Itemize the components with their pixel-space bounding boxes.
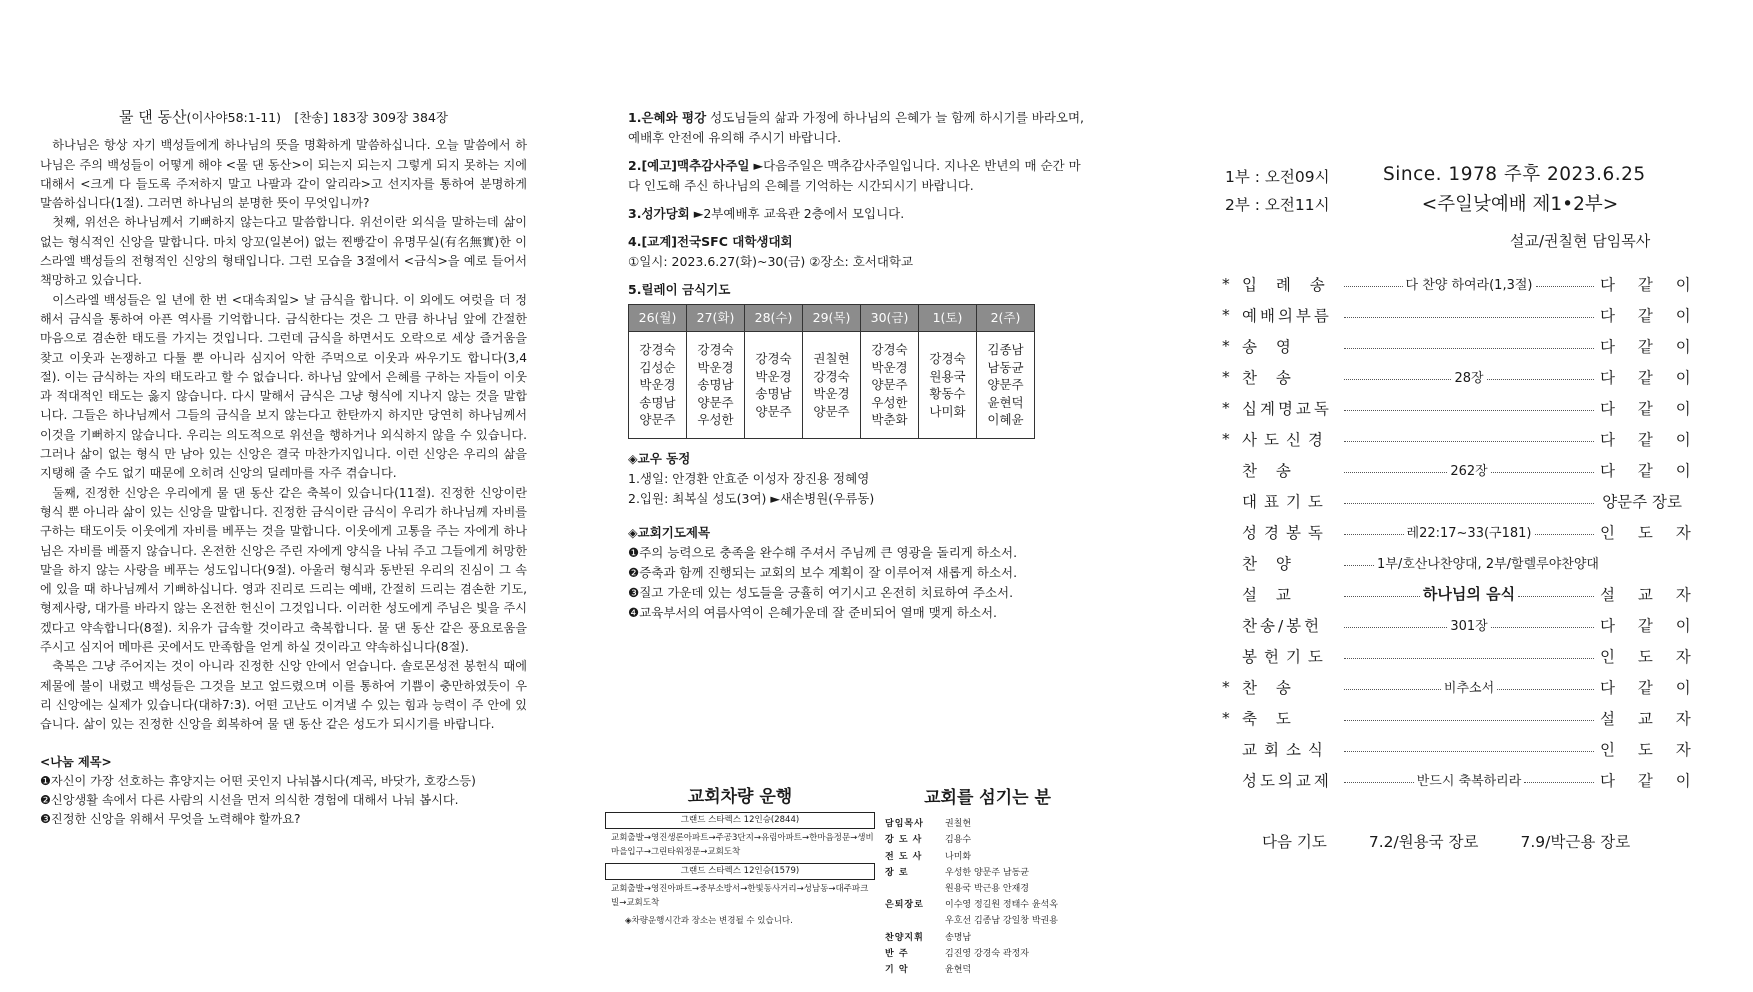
server-row <box>885 913 1090 929</box>
order-item-name: 찬 양 <box>1242 554 1298 573</box>
relay-day-header: 1(토) <box>919 305 977 332</box>
order-item-detail <box>1344 498 1594 504</box>
order-item-detail <box>1344 615 1594 634</box>
relay-day-header: 26(월) <box>629 305 687 332</box>
server-row <box>885 816 1090 832</box>
order-row <box>1222 268 1700 299</box>
order-item-leader: 다 같 이 <box>1600 368 1700 387</box>
vehicle-car-1: 그랜드 스타렉스 12인승(2844) <box>605 812 875 829</box>
announcement-item <box>628 204 1088 224</box>
relay-prayer-table <box>628 304 1035 439</box>
server-role: 담임목사 <box>885 819 924 830</box>
vehicle-route-1: 교회출발→영진생론아파트→주공3단지→유림아파트→한마음정문→생비마을입구→그린타워정문→교회도착 <box>611 833 874 857</box>
order-row <box>1222 392 1700 423</box>
order-item-value: 반드시 축복하리라 <box>1416 774 1522 789</box>
order-item-detail <box>1344 460 1594 479</box>
vehicle-title: 교회차량 운행 <box>687 787 793 807</box>
relay-name: 권칠현 <box>813 351 850 366</box>
stand-marker: * <box>1222 367 1230 386</box>
sharing-question: ❶자신이 가장 선호하는 휴양지는 어떤 곳인지 나눠봅시다(계곡, 바닷가, 호캉스등) <box>40 773 476 788</box>
sermon-paragraph: 첫째, 위선은 하나님께서 기뻐하지 않는다고 말씀합니다. 위선이란 외식을 말하는데 삶이 없는 형식적인 신앙을 말합니다. 마치 앙꼬(일본어) 없는 찐빵같이 유명무실(有名無實)한 이스라엘 백성들의 전형적인 신앙의 형태입니다. 그런 모습을 3절에서 <금식>을 예로 들어서 책망하고 있습니다. <box>40 215 527 288</box>
stand-marker: * <box>1222 708 1230 727</box>
server-role <box>885 881 945 897</box>
sermon-section <box>40 108 527 830</box>
church-prayer-item: ❹교육부서의 여름사역이 은혜가운데 잘 준비되어 열매 맺게 하소서. <box>628 605 998 620</box>
relay-day-names <box>919 332 977 439</box>
order-item-detail <box>1344 436 1594 442</box>
service-time-1: 1부 : 오전09시 <box>1225 168 1330 186</box>
relay-name: 강경숙 <box>639 342 676 358</box>
server-names: 김용수 <box>945 835 972 846</box>
server-names: 우성한 양문주 남동균 <box>945 867 1029 878</box>
preacher: 설교/권칠현 담임목사 <box>1510 232 1651 250</box>
order-item-value: 레22:17~33(구181) <box>1406 526 1532 541</box>
next-prayer <box>1262 830 1630 852</box>
order-of-worship <box>1222 268 1700 795</box>
order-item-name: 입 례 송 <box>1242 275 1332 294</box>
relay-name: 김성순 <box>639 359 676 375</box>
sharing-question: ❷신앙생활 속에서 다른 사람의 시선을 먼저 의식한 경험에 대해서 나눠 봅시다. <box>40 793 459 808</box>
server-names: 이수영 정길원 정태수 윤석옥 <box>945 900 1058 911</box>
order-item-name: 찬 송 <box>1242 461 1298 480</box>
order-row <box>1222 330 1700 361</box>
order-row <box>1222 516 1700 547</box>
server-names: 원용국 박근용 안재경 <box>945 884 1029 895</box>
server-row <box>885 881 1090 897</box>
server-names: 권칠현 <box>945 819 972 830</box>
server-row <box>885 962 1090 978</box>
server-row <box>885 832 1090 848</box>
relay-name: 양문주 <box>871 377 908 393</box>
order-item-name: 찬송/봉헌 <box>1242 616 1323 635</box>
order-item-name: 성도의교제 <box>1242 771 1332 790</box>
server-row <box>885 849 1090 865</box>
server-role: 기 악 <box>885 965 909 976</box>
service-name: <주일낮예배 제1•2부> <box>1421 194 1619 215</box>
relay-name: 박운경 <box>813 386 850 401</box>
order-item-leader: 다 같 이 <box>1600 616 1700 635</box>
order-item-leader: 설 교 자 <box>1600 585 1700 604</box>
order-item-detail <box>1344 746 1594 752</box>
order-item-leader: 다 같 이 <box>1600 337 1700 356</box>
order-item-leader: 다 같 이 <box>1600 306 1700 325</box>
announcement-text: ►2부예배후 교육관 2층에서 모입니다. <box>689 206 905 221</box>
service-times <box>1225 163 1330 219</box>
relay-name: 박운경 <box>639 377 676 393</box>
relay-name: 양문주 <box>987 377 1024 393</box>
relay-name: 박춘화 <box>871 412 908 428</box>
order-item-leader: 다 같 이 <box>1600 430 1700 449</box>
server-row <box>885 946 1090 962</box>
vehicle-car-2: 그랜드 스타렉스 12인승(1579) <box>605 863 875 880</box>
order-item-value: 하나님의 음식 <box>1422 585 1516 603</box>
order-row <box>1222 423 1700 454</box>
announcement-text: ①일시: 2023.6.27(화)~30(금) ②장소: 호서대학교 <box>628 254 914 269</box>
service-time-2: 2부 : 오전11시 <box>1225 196 1330 214</box>
order-item-value: 1부/호산나찬양대, 2부/할렐루야찬양대 <box>1377 557 1599 572</box>
relay-name: 윤현덕 <box>987 394 1024 410</box>
stand-marker: * <box>1222 429 1230 448</box>
members-news-title: ◈교우 동정 <box>628 451 691 466</box>
relay-name: 강경숙 <box>929 351 966 366</box>
vehicle-route-2: 교회출발→영진아파트→중부소방서→한빛동사거리→성남동→대주파크빌→교회도착 <box>611 884 869 908</box>
relay-name: 송명남 <box>755 386 792 401</box>
order-item-detail <box>1344 583 1594 604</box>
relay-prayer-title: 5.릴레이 금식기도 <box>628 282 731 297</box>
announcement-item <box>628 232 1088 272</box>
church-prayer-item: ❷증축과 함께 진행되는 교회의 보수 계획이 잘 이루어져 새롭게 하소서. <box>628 565 1018 580</box>
order-item-detail <box>1344 677 1594 696</box>
stand-marker: * <box>1222 677 1230 696</box>
order-item-detail <box>1344 653 1594 659</box>
sermon-title-text: 물 댄 동산 <box>119 108 187 126</box>
announcement-item <box>628 108 1088 148</box>
order-item-leader: 다 같 이 <box>1600 399 1700 418</box>
relay-name: 송명남 <box>639 394 676 410</box>
order-item-leader: 양문주 장로 <box>1602 492 1682 511</box>
order-item-leader: 다 같 이 <box>1600 678 1700 697</box>
announcement-heading: 4.[교계]전국SFC 대학생대회 <box>628 234 793 249</box>
sharing-title: <나눔 제목> <box>40 754 112 769</box>
relay-day-header: 27(화) <box>687 305 745 332</box>
relay-day-header: 30(금) <box>861 305 919 332</box>
church-prayer-title: ◈교회기도제목 <box>628 525 711 540</box>
order-item-detail <box>1344 367 1594 386</box>
vehicle-section <box>605 787 875 932</box>
server-names: 김진영 강경숙 곽정자 <box>945 948 1029 959</box>
order-item-name: 찬 송 <box>1242 368 1298 387</box>
order-item-name: 설 교 <box>1242 585 1298 604</box>
order-row <box>1222 609 1700 640</box>
sermon-reference: (이사야58:1-11) <box>186 110 281 125</box>
relay-name: 강경숙 <box>755 351 792 366</box>
relay-day-names <box>745 332 803 439</box>
order-item-detail <box>1344 770 1594 789</box>
sermon-hymns: [찬송] 183장 309장 384장 <box>294 110 448 125</box>
next-prayer-2: 7.9/박근용 장로 <box>1520 833 1631 851</box>
relay-name: 박운경 <box>871 359 908 375</box>
order-item-name: 찬 송 <box>1242 678 1298 697</box>
stand-marker: * <box>1222 336 1230 355</box>
relay-day-names <box>861 332 919 439</box>
relay-day-names <box>629 332 687 439</box>
order-item-value: 28장 <box>1454 371 1484 386</box>
relay-day-names <box>803 332 861 439</box>
relay-name: 우성한 <box>871 394 908 410</box>
server-names: 나미화 <box>945 851 972 862</box>
order-item-name: 교회소식 <box>1242 740 1330 759</box>
server-row <box>885 865 1090 881</box>
order-item-name: 대표기도 <box>1242 492 1330 511</box>
relay-day-names <box>687 332 745 439</box>
server-row <box>885 897 1090 913</box>
announcement-heading: 1.은혜와 평강 <box>628 110 707 125</box>
stand-marker: * <box>1222 305 1230 324</box>
relay-day-header: 2(주) <box>977 305 1035 332</box>
order-item-name: 봉헌기도 <box>1242 647 1330 666</box>
order-row <box>1222 361 1700 392</box>
relay-name: 원용국 <box>929 368 966 384</box>
relay-name: 양문주 <box>697 394 734 410</box>
since-date: Since. 1978 주후 2023.6.25 <box>1383 164 1646 185</box>
announcement-heading: 3.성가당회 <box>628 206 690 221</box>
relay-name: 나미화 <box>929 403 966 419</box>
order-item-detail <box>1344 715 1594 721</box>
stand-marker: * <box>1222 398 1230 417</box>
church-prayer-item: ❶주의 능력으로 충족을 완수해 주셔서 주님께 큰 영광을 돌리게 하소서. <box>628 545 1018 560</box>
relay-name: 우성한 <box>697 412 734 428</box>
relay-name: 김종남 <box>987 342 1024 358</box>
order-item-value: 262장 <box>1450 464 1488 479</box>
server-names: 우호선 김종남 강일창 박권용 <box>945 916 1058 927</box>
relay-name: 박운경 <box>755 368 792 384</box>
relay-day-names <box>977 332 1035 439</box>
order-item-leader: 다 같 이 <box>1600 275 1700 294</box>
announcement-item <box>628 156 1088 196</box>
order-item-detail <box>1344 312 1594 318</box>
sermon-paragraph: 축복은 그냥 주어지는 것이 아니라 진정한 신앙 안에서 얻습니다. 솔로몬성전 봉헌식 때에 제물에 불이 내렸고 백성들은 그것을 보고 엎드렸으며 이를 통하여 기쁨이 충만하였듯이 우리 신앙에는 실제가 있습니다(대하7:3). 어떤 고난도 이겨낼 수 있는 힘과 능력이 주 안에 있습니다. 삶이 있는 진정한 신앙을 회복하여 물 댄 동산 같은 성도가 되시기를 바랍니다. <box>40 659 527 732</box>
order-item-value: 비추소서 <box>1443 681 1495 696</box>
order-row <box>1222 299 1700 330</box>
server-role: 전 도 사 <box>885 851 923 862</box>
vehicle-note: ◈차량운행시간과 장소는 변경될 수 있습니다. <box>625 916 793 926</box>
servers-title: 교회를 섬기는 분 <box>924 788 1051 808</box>
relay-name: 강경숙 <box>697 342 734 358</box>
relay-name: 양문주 <box>813 403 850 419</box>
order-item-detail <box>1344 405 1594 411</box>
sermon-paragraph: 둘째, 진정한 신앙은 우리에게 물 댄 동산 같은 축복이 있습니다(11절). 진정한 신앙이란 형식 뿐 아니라 삶이 있는 신앙을 말합니다. 진정한 금식이란 금식이 우리가 하나님께 자비를 구하는 태도이듯 이웃에게 자비를 베푸는 것을 말합니다. 이웃에게 고통을 주는 자에게 하나님은 자비를 베풀지 않습니다. 온전한 신앙은 주린 자에게 양식을 나눠 주고 그들에게 허망한 말을 하지 않는 사랑을 베푸는 성도입니다(9절). 아울러 형식과 동반된 우리의 진심이 그 속에 있을 때 하나님께서 기뻐하십니다. 영과 진리로 드리는 예배, 간절히 드리는 겸손한 기도, 형제사랑, 대가를 바라지 않는 온전한 헌신이 그것입니다. 이러한 성도에게 주님은 빛을 주시겠다고 약속합니다(8절). 치유가 급속할 것이라고 축복합니다. 물 댄 동산 같은 풍요로움을 주시고 심지어 메마른 곳에서도 만족함을 얻게 하실 것이라고 약속하십니다(8절). <box>40 485 527 655</box>
relay-name: 남동균 <box>987 359 1024 375</box>
server-role <box>885 913 945 929</box>
server-role: 장 로 <box>885 867 909 878</box>
relay-name: 양문주 <box>639 412 676 428</box>
relay-day-header: 29(목) <box>803 305 861 332</box>
relay-day-header: 28(수) <box>745 305 803 332</box>
relay-name: 강경숙 <box>871 342 908 358</box>
order-item-leader: 다 같 이 <box>1600 771 1700 790</box>
server-names: 송명남 <box>945 932 972 943</box>
order-item-name: 사도신경 <box>1242 430 1330 449</box>
members-news-item: 1.생일: 안경환 안효준 이성자 장진용 정혜영 <box>628 471 870 486</box>
server-role: 강 도 사 <box>885 835 923 846</box>
server-row <box>885 930 1090 946</box>
order-item-leader: 다 같 이 <box>1600 461 1700 480</box>
order-row <box>1222 485 1682 516</box>
relay-name: 이혜윤 <box>987 412 1024 428</box>
announcement-text: ►다음주일은 맥추감사주일입니다. 지나온 반년의 매 순간 마다 인도해 주신 하나님의 은혜를 기억하는 시간되시기 바랍니다. <box>628 158 1081 193</box>
server-role: 은퇴장로 <box>885 900 924 911</box>
next-prayer-1: 7.2/원용국 장로 <box>1368 833 1479 851</box>
order-item-leader: 인 도 자 <box>1600 523 1700 542</box>
relay-name: 황동수 <box>929 386 966 401</box>
order-item-name: 예배의부름 <box>1242 306 1332 325</box>
sermon-paragraph: 하나님은 항상 자기 백성들에게 하나님의 뜻을 명확하게 말씀하십니다. 오늘 말씀에서 하나님은 주의 백성들이 어떻게 해야 <물 댄 동산>이 되는지 되는지 그렇게 되지 못하는 지에 대해서 <크게 다 들도록 주저하지 말고 나팔과 같이 알리라>고 선지자를 통하여 분명하게 말씀하십니다(1절). 그러면 하나님의 분명한 뜻이 무엇입니까? <box>40 138 527 211</box>
relay-name: 강경숙 <box>813 368 850 384</box>
order-item-name: 성경봉독 <box>1242 523 1330 542</box>
announcement-text: 성도님들의 삶과 가정에 하나님의 은혜가 늘 함께 하시기를 바라오며, 예배후 안전에 유의해 주시기 바랍니다. <box>628 110 1085 145</box>
order-item-leader: 설 교 자 <box>1600 709 1700 728</box>
order-row <box>1222 640 1700 671</box>
order-row <box>1222 733 1700 764</box>
sharing-question: ❸진정한 신앙을 위해서 무엇을 노력해야 할까요? <box>40 812 301 827</box>
order-row <box>1222 764 1700 795</box>
order-item-detail <box>1344 274 1594 293</box>
servers-section <box>885 790 1090 978</box>
order-row <box>1222 578 1700 609</box>
order-item-name: 축 도 <box>1242 709 1298 728</box>
sermon-title <box>40 108 527 128</box>
order-item-detail <box>1344 553 1676 572</box>
order-row <box>1222 671 1700 702</box>
order-row <box>1222 547 1682 578</box>
church-prayer-item: ❸질고 가운데 있는 성도들을 긍휼히 여기시고 온전히 치료하여 주소서. <box>628 585 1014 600</box>
members-news-item: 2.입원: 최복실 성도(3여) ►새손병원(우류동) <box>628 491 875 506</box>
relay-name: 송명남 <box>697 377 734 393</box>
server-names: 윤현덕 <box>945 965 972 976</box>
stand-marker: * <box>1222 274 1230 293</box>
order-item-leader: 인 도 자 <box>1600 740 1700 759</box>
server-role: 반 주 <box>885 948 909 959</box>
order-row <box>1222 702 1700 733</box>
order-item-detail <box>1344 522 1594 541</box>
next-prayer-label: 다음 기도 <box>1262 833 1327 851</box>
order-item-detail <box>1344 343 1594 349</box>
order-row <box>1222 454 1700 485</box>
order-item-value: 다 찬양 하여라(1,3절) <box>1405 278 1533 293</box>
relay-name: 박운경 <box>697 359 734 375</box>
announcements-section <box>628 108 1088 623</box>
order-item-name: 송 영 <box>1242 337 1298 356</box>
sermon-paragraph: 이스라엘 백성들은 일 년에 한 번 <대속죄일> 날 금식을 합니다. 이 외에도 여럿을 더 정해서 금식을 통하여 아픈 역사를 기억합니다. 금식한다는 것은 그 만큼 하나님 앞에 간절한 마음으로 겸손한 태도를 가지는 것입니다. 그런데 금식을 하면서도 오락으로 세상 즐거움을 찾고 이웃과 논쟁하고 다툴 뿐 아니라 심지어 악한 주먹으로 이웃과 싸우기도 합니다(3,4절). 이는 금식하는 자의 태도라고 할 수 없습니다. 하나님 앞에서 은혜를 구하는 자들이 이웃과 적대적인 태도는 옳지 않습니다. 다시 말해서 금식은 그냥 형식에 지나지 않는 것을 말합니다. 그들은 하나님께서 그들의 금식을 보지 않는다고 한탄까지 하지만 당연히 하나님께서 이것을 기뻐하지 않습니다. 우리는 의도적으로 위선을 행하거나 외식하지 않을 수 있습니다. 그러나 삶이 없는 형식 만 남아 있는 신앙은 결국 마찬가지입니다. 이런 신앙은 우리의 삶을 지탱해 줄 수도 없기 때문에 오히려 신앙의 딜레마를 자주 겪습니다. <box>40 292 527 481</box>
order-item-name: 십계명교독 <box>1242 399 1332 418</box>
order-item-value: 301장 <box>1450 619 1488 634</box>
announcement-heading: 2.[예고]맥추감사주일 <box>628 158 750 173</box>
servers-list <box>885 816 1090 978</box>
relay-name: 양문주 <box>755 403 792 419</box>
server-role: 찬양지휘 <box>885 932 924 943</box>
order-item-leader: 인 도 자 <box>1600 647 1700 666</box>
